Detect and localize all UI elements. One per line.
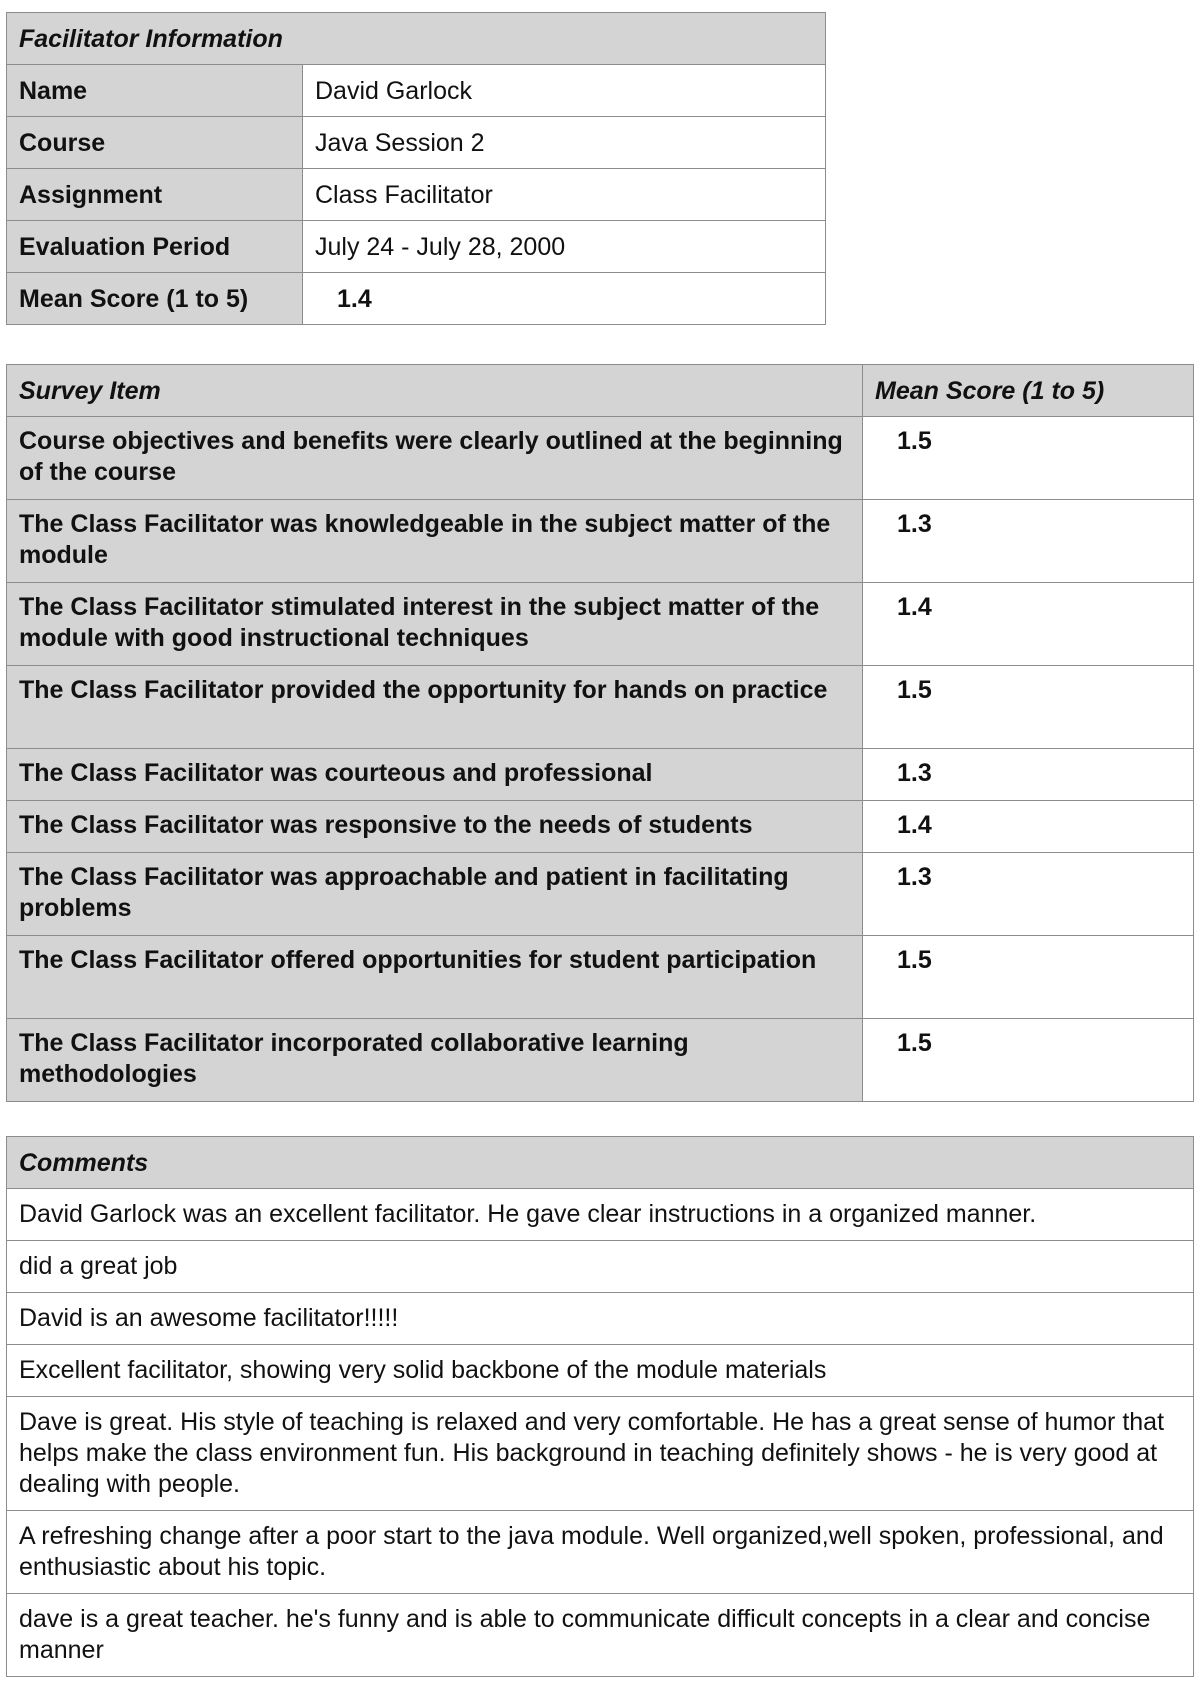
survey-item-score: 1.5 [863, 936, 1194, 1019]
info-value: Class Facilitator [303, 169, 826, 221]
comment-row [7, 1241, 1194, 1293]
info-row-evaluation-period [7, 221, 826, 273]
survey-item-text: The Class Facilitator was courteous and professional [7, 749, 863, 801]
comment-text: David is an awesome facilitator!!!!! [7, 1293, 1194, 1345]
comments-table [6, 1136, 1194, 1677]
survey-row [7, 583, 1194, 666]
comment-text: dave is a great teacher. he's funny and is able to communicate difficult concepts in a clear and concise manner [7, 1594, 1194, 1677]
info-label: Mean Score (1 to 5) [7, 273, 303, 325]
info-value: July 24 - July 28, 2000 [303, 221, 826, 273]
comment-row [7, 1189, 1194, 1241]
survey-item-text: The Class Facilitator was responsive to the needs of students [7, 801, 863, 853]
survey-item-text: The Class Facilitator incorporated collaborative learning methodologies [7, 1019, 863, 1102]
survey-item-score: 1.5 [863, 417, 1194, 500]
info-mean-score-value: 1.4 [303, 273, 826, 325]
survey-row [7, 500, 1194, 583]
comments-header: Comments [7, 1137, 1194, 1189]
facilitator-info-header: Facilitator Information [7, 13, 826, 65]
comment-row [7, 1511, 1194, 1594]
survey-item-score: 1.5 [863, 1019, 1194, 1102]
comment-row [7, 1594, 1194, 1677]
survey-item-score: 1.5 [863, 666, 1194, 749]
survey-item-score: 1.3 [863, 749, 1194, 801]
info-label: Evaluation Period [7, 221, 303, 273]
comment-row [7, 1397, 1194, 1511]
survey-item-text: The Class Facilitator was knowledgeable in the subject matter of the module [7, 500, 863, 583]
info-label: Course [7, 117, 303, 169]
comment-text: Dave is great. His style of teaching is relaxed and very comfortable. He has a great sense of humor that helps make the class environment fun. His background in teaching definitely shows - he is very good at dealing with people. [7, 1397, 1194, 1511]
survey-row [7, 801, 1194, 853]
survey-score-header: Mean Score (1 to 5) [863, 365, 1194, 417]
info-row-name [7, 65, 826, 117]
info-label: Assignment [7, 169, 303, 221]
survey-item-text: Course objectives and benefits were clearly outlined at the beginning of the course [7, 417, 863, 500]
comment-text: A refreshing change after a poor start to the java module. Well organized,well spoken, professional, and enthusiastic about his topic. [7, 1511, 1194, 1594]
survey-table [6, 364, 1194, 1102]
survey-row [7, 417, 1194, 500]
comment-text: did a great job [7, 1241, 1194, 1293]
comment-text: David Garlock was an excellent facilitator. He gave clear instructions in a organized manner. [7, 1189, 1194, 1241]
info-value: Java Session 2 [303, 117, 826, 169]
survey-item-text: The Class Facilitator was approachable and patient in facilitating problems [7, 853, 863, 936]
info-row-course [7, 117, 826, 169]
survey-item-score: 1.4 [863, 583, 1194, 666]
survey-row [7, 936, 1194, 1019]
survey-item-score: 1.3 [863, 500, 1194, 583]
survey-item-text: The Class Facilitator offered opportunities for student participation [7, 936, 863, 1019]
survey-row [7, 749, 1194, 801]
info-row-assignment [7, 169, 826, 221]
facilitator-info-table [6, 12, 826, 325]
survey-item-score: 1.4 [863, 801, 1194, 853]
survey-item-text: The Class Facilitator provided the opportunity for hands on practice [7, 666, 863, 749]
info-label: Name [7, 65, 303, 117]
info-value: David Garlock [303, 65, 826, 117]
info-row-mean-score [7, 273, 826, 325]
survey-item-score: 1.3 [863, 853, 1194, 936]
comment-row [7, 1293, 1194, 1345]
survey-row [7, 666, 1194, 749]
comment-text: Excellent facilitator, showing very solid backbone of the module materials [7, 1345, 1194, 1397]
survey-row [7, 853, 1194, 936]
survey-row [7, 1019, 1194, 1102]
survey-item-text: The Class Facilitator stimulated interest in the subject matter of the module with good instructional techniques [7, 583, 863, 666]
comment-row [7, 1345, 1194, 1397]
survey-item-header: Survey Item [7, 365, 863, 417]
